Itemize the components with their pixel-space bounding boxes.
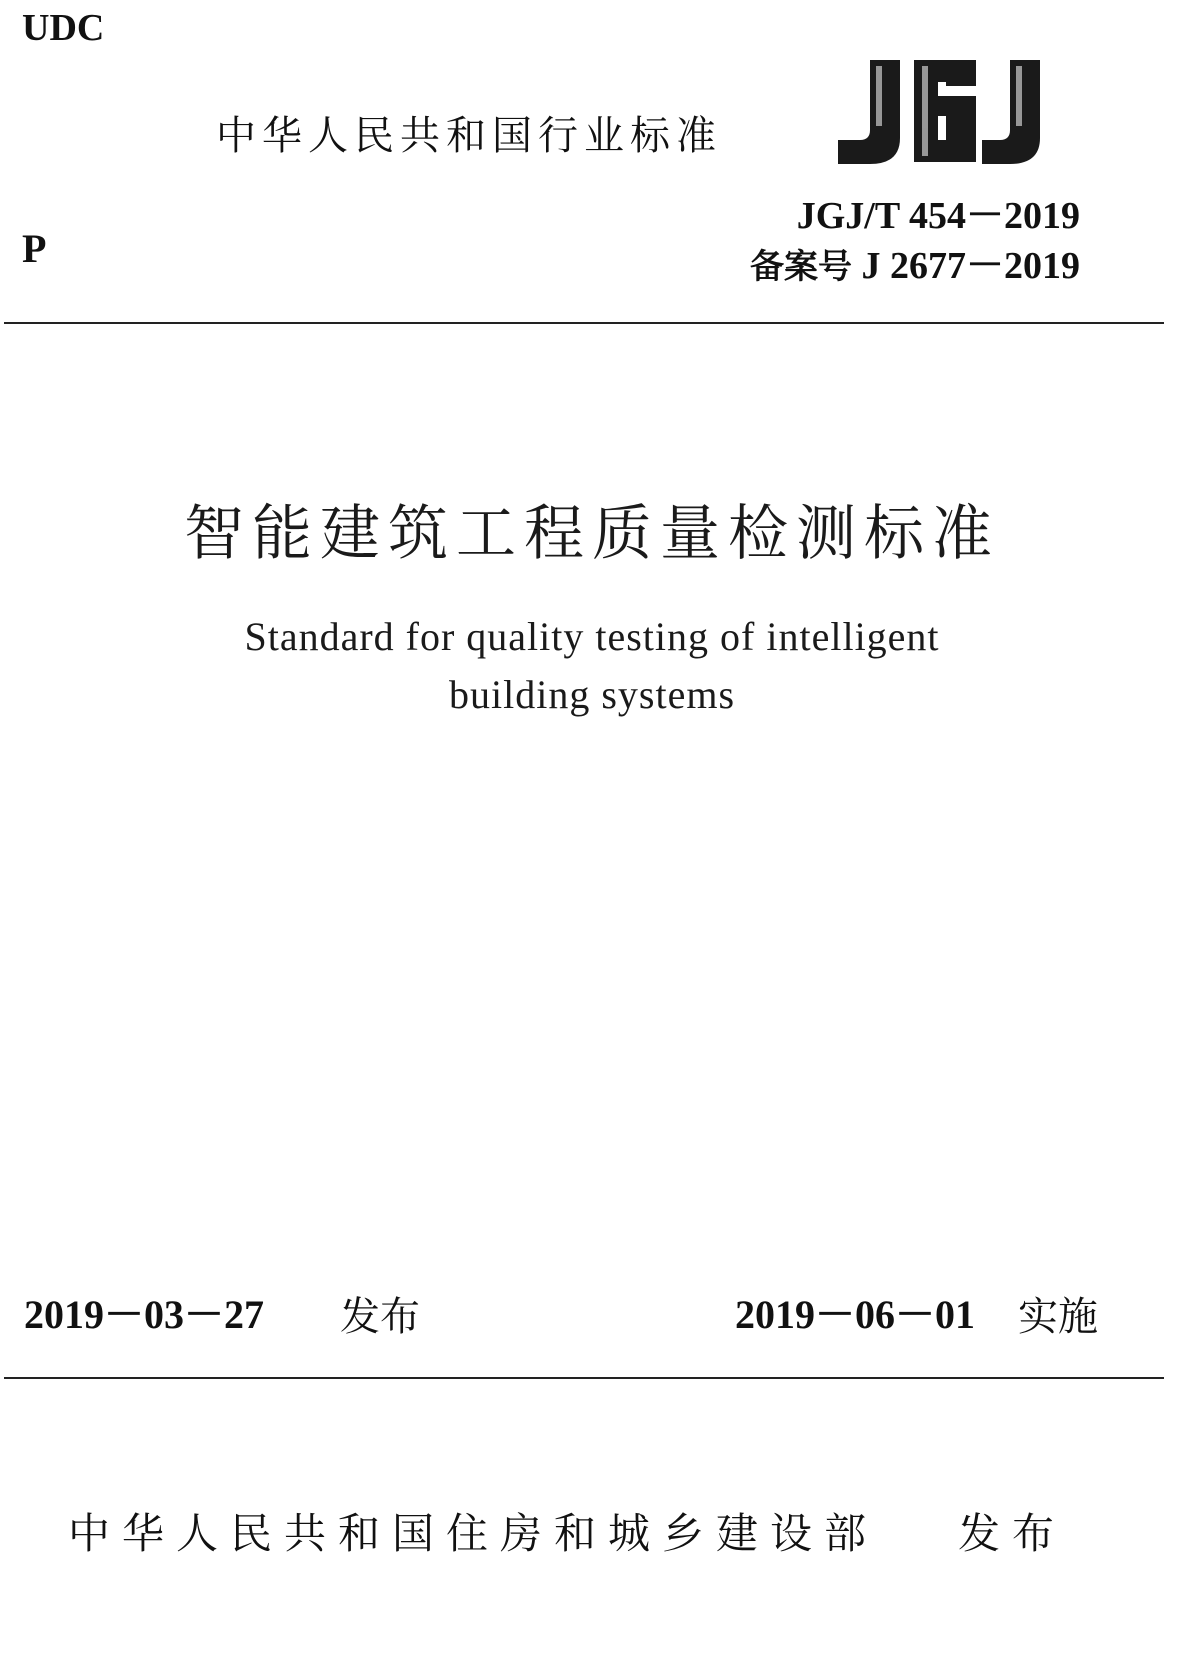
industry-standard-heading: 中华人民共和国行业标准 <box>216 113 722 159</box>
record-number-line <box>750 242 1080 291</box>
publish-date: 2019－03－27 <box>24 1292 264 1337</box>
implement-label: 实施 <box>1018 1294 1098 1340</box>
title-chinese: 智能建筑工程质量检测标准 <box>184 499 1000 569</box>
title-english-line-2: building systems <box>448 672 736 717</box>
code-block <box>750 192 1080 291</box>
jgj-logo <box>832 58 1048 168</box>
top-divider <box>4 322 1164 324</box>
record-number: J 2677－2019 <box>861 245 1080 287</box>
publish-label: 发布 <box>340 1294 420 1340</box>
title-english-line-1: Standard for quality testing of intelligent <box>244 614 940 659</box>
udc-label: UDC <box>22 7 105 49</box>
category-label: P <box>22 226 47 271</box>
issuing-authority: 中华人民共和国住房和城乡建设部 <box>68 1509 879 1558</box>
implement-date: 2019－06－01 <box>735 1292 975 1337</box>
record-label: 备案号 <box>749 247 852 287</box>
title-english <box>0 608 1184 724</box>
issue-label: 发布 <box>958 1509 1067 1558</box>
bottom-divider <box>4 1377 1164 1379</box>
standard-code: JGJ/T 454－2019 <box>796 195 1080 237</box>
